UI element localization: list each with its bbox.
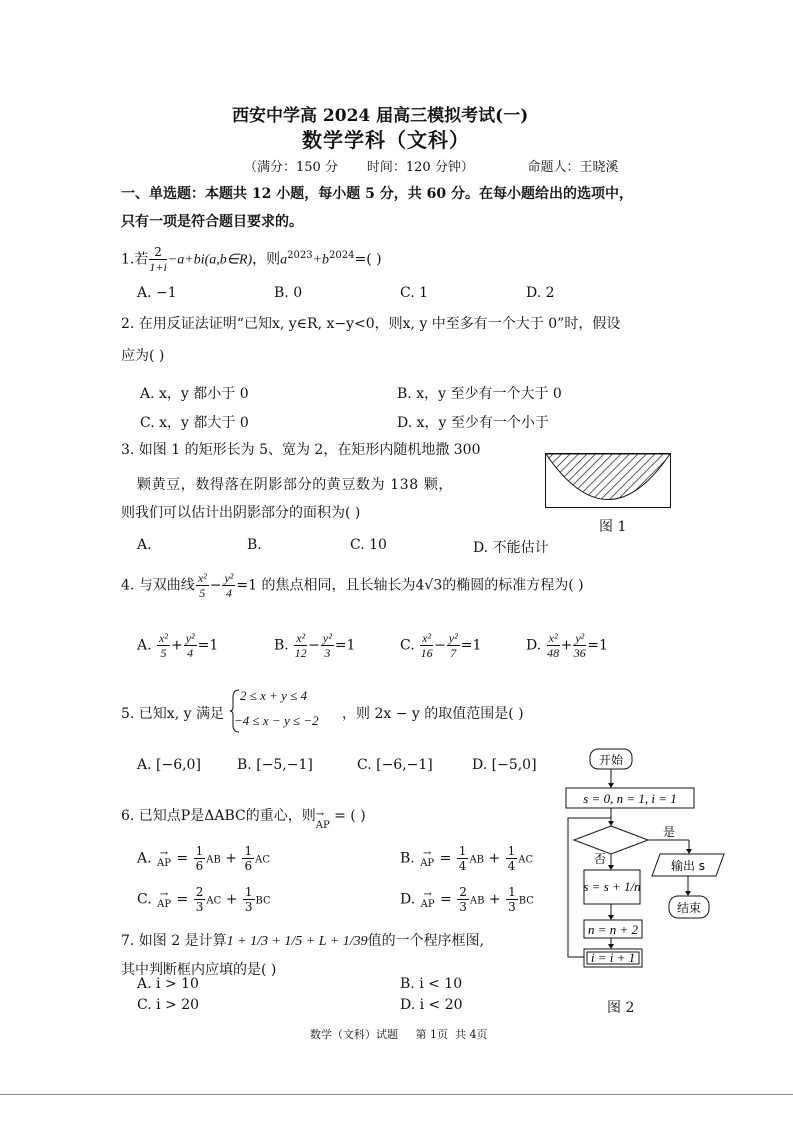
- q4a-y-num: y²: [185, 631, 195, 645]
- q6a-ac: AC: [255, 854, 270, 866]
- q4-lead: 4. 与双曲线: [121, 577, 195, 594]
- q5-lead: 5. 已知x, y 满足: [121, 706, 224, 722]
- q6c-f2-num: 1: [244, 885, 253, 899]
- q1-frac-den: 1+i: [149, 260, 167, 274]
- q6-vector-ap: → AP: [315, 809, 330, 831]
- q7-stem: [121, 930, 484, 950]
- q1-frac-num: 2: [149, 246, 166, 260]
- q1-option-a: A. −1: [137, 285, 177, 301]
- q4-radical: 4√3: [415, 577, 443, 594]
- q1-plus-b: +b: [312, 252, 330, 268]
- q4-option-a: A. $\frac{\text{x²}}{5}$ + $\frac{\text{y²}}{4}$ =1: [137, 631, 219, 660]
- q6-option-b: B. → AP = $\frac{1}{4}$ AB + $\frac{1}{4}$ AC: [400, 844, 534, 873]
- q4b-eq: =1: [334, 637, 356, 654]
- q6b-f2-den: 4: [507, 859, 516, 873]
- q1-option-c: C. 1: [400, 285, 429, 301]
- q4c-y-num: y²: [448, 631, 458, 645]
- q6c-f2-den: 3: [244, 900, 253, 914]
- q6a-ab: AB: [206, 854, 221, 866]
- q6b-plus: +: [488, 850, 501, 867]
- q6b-ap: AP: [420, 857, 435, 869]
- subject-title: 数学学科（文科）: [302, 128, 470, 152]
- figure2-label: 图 2: [607, 1000, 635, 1016]
- q4c-y-den: 7: [450, 646, 457, 660]
- q3-option-b: B.: [247, 537, 262, 553]
- flow-decision-diamond: [574, 826, 648, 854]
- q4-hyp-y: [222, 572, 235, 599]
- flow-step-i-text: i = i + 1: [590, 950, 636, 965]
- figure1-rectangle: [545, 453, 671, 508]
- q6a-letter: A.: [137, 850, 152, 867]
- q6c-ac: AC: [206, 895, 222, 907]
- q4-mid: =1 的焦点相同，且长轴长为: [236, 577, 416, 594]
- q6b-f1-den: 4: [458, 859, 467, 873]
- flow-output-text: 输出 s: [670, 859, 706, 873]
- q6a-f1-num: 1: [195, 844, 204, 858]
- q4-letter-a: A.: [137, 637, 152, 654]
- q4-hyp-x-num: x²: [197, 571, 207, 585]
- q6c-bc: BC: [255, 895, 271, 907]
- q1-mid: ，则: [252, 251, 281, 268]
- q4d-x-den: 48: [547, 646, 560, 660]
- q6b-f1-num: 1: [458, 844, 467, 858]
- q6-vector-ap-label: AP: [315, 820, 330, 831]
- q4a-y-den: 4: [187, 646, 194, 660]
- q6d-plus: +: [488, 891, 501, 908]
- q2-option-d: D. x，y 至少有一个小于: [397, 415, 549, 431]
- q2-option-b: B. x，y 至少有一个大于 0: [397, 386, 562, 402]
- q4-letter-d: D.: [526, 637, 542, 654]
- q6a-f2-num: 1: [244, 844, 253, 858]
- section-heading-line2: 只有一项是符合题目要求的。: [121, 214, 303, 230]
- q6-line: 6. 已知点P是ΔABC的重心，则: [121, 808, 316, 824]
- q1-tail: =( ): [354, 251, 382, 268]
- q1-exp2: 2024: [329, 249, 355, 261]
- q6-option-a: A. → AP = $\frac{1}{6}$ AB + $\frac{1}{6}$ AC: [137, 844, 270, 873]
- q3-line2: 颗黄豆，数得落在阴影部分的黄豆数为 138 颗，: [137, 477, 454, 493]
- q4a-eq: =1: [197, 637, 219, 654]
- exam-title: 西安中学高 2024 届高三模拟考试(一): [232, 106, 529, 126]
- q7-lead: 7. 如图 2 是计算: [121, 933, 227, 949]
- q5-option-a: A. [−6,0]: [137, 757, 201, 773]
- q6-option-c: C. → AP = $\frac{2}{3}$ AC + $\frac{1}{3}$ BC: [137, 885, 271, 914]
- q7-option-c: C. i > 20: [137, 997, 200, 1013]
- q1-a: a: [280, 252, 288, 268]
- q6b-eq: =: [439, 850, 452, 867]
- q6c-letter: C.: [137, 891, 152, 908]
- q6-tail: = ( ): [329, 808, 366, 824]
- q5-system-line1: 2 ≤ x + y ≤ 4: [240, 688, 308, 703]
- q4d-x-num: x²: [548, 631, 558, 645]
- q6d-ap: AP: [420, 898, 435, 910]
- q1-lead: 若: [134, 251, 149, 268]
- q7-sum: 1 + 1/3 + 1/5 + L + 1/39: [226, 934, 368, 949]
- q6-stem: [121, 805, 366, 831]
- q4c-x-den: 16: [420, 646, 433, 660]
- q7-option-d: D. i < 20: [400, 997, 463, 1013]
- q7-option-a: A. i > 10: [137, 976, 199, 992]
- section-heading-line1: 一、单选题：本题共 12 小题，每小题 5 分，共 60 分。在每小题给出的选项中，: [121, 186, 633, 202]
- q4-letter-b: B.: [274, 637, 289, 654]
- q6c-f1-den: 3: [195, 900, 204, 914]
- flowchart-figure2: [560, 745, 730, 990]
- q1-expr: −a+bi(a,b∈R): [167, 252, 253, 268]
- q6b-ac: AC: [518, 854, 534, 866]
- q4b-y-num: y²: [322, 631, 332, 645]
- q1-option-b: B. 0: [274, 285, 303, 301]
- q6d-f1-den: 3: [459, 900, 467, 914]
- q4-stem: 4. 与双曲线 $\frac{\text{x²}}{5}$ − $\frac{\text{y²}}{4}$ =1 的焦点相同，且长轴长为4√3的椭圆的标准方程为( ): [121, 571, 584, 600]
- q4-option-c: C. $\frac{\text{x²}}{16}$ − $\frac{\text{y²}}{7}$ =1: [400, 631, 482, 660]
- q6a-f1-den: 6: [195, 859, 204, 873]
- q4-hyp-x-den: 5: [199, 586, 206, 600]
- q6d-f2-den: 3: [508, 900, 516, 914]
- q6d-f2-num: 1: [508, 885, 516, 899]
- q5-system-line2: −4 ≤ x − y ≤ −2: [234, 713, 319, 728]
- flow-assign-text: s = s + 1/n: [583, 879, 641, 894]
- q6a-eq: =: [176, 850, 189, 867]
- q4-letter-c: C.: [400, 637, 415, 654]
- flow-step-n-text: n = n + 2: [587, 922, 639, 937]
- q2-line1: 2. 在用反证法证明“已知x, y∈R, x−y<0，则x, y 中至多有一个大于 0”时，假设: [121, 316, 621, 332]
- exam-meta: （满分：150 分 时间：120 分钟） 命题人：王晓溪: [244, 160, 619, 175]
- q4c-eq: =1: [460, 637, 482, 654]
- q6c-ap: AP: [157, 898, 172, 910]
- q4-hyp-y-den: 4: [225, 586, 232, 600]
- q3-option-a: A.: [137, 537, 152, 553]
- flow-init-text: s = 0, n = 1, i = 1: [583, 791, 677, 806]
- q6c-plus: +: [225, 891, 238, 908]
- q6b-ab: AB: [469, 854, 485, 866]
- q4c-x-num: x²: [422, 631, 432, 645]
- q7-tail: 值的一个程序框图,: [367, 933, 485, 949]
- flow-yes-label: 是: [663, 825, 676, 839]
- q1-fraction: [149, 246, 166, 273]
- q4d-y-num: y²: [575, 631, 585, 645]
- q5-option-d: D. [−5,0]: [472, 757, 537, 773]
- q4d-y-den: 36: [573, 646, 586, 660]
- flow-end-text: 结束: [676, 901, 702, 915]
- q2-line2: 应为( ): [121, 348, 165, 364]
- q3-option-d: D. 不能估计: [473, 540, 549, 556]
- q4-option-d: D. $\frac{\text{x²}}{48}$ + $\frac{\text{y²}}{36}$ =1: [526, 631, 608, 660]
- q6d-f1-num: 2: [459, 885, 467, 899]
- q4d-eq: =1: [587, 637, 608, 654]
- q4a-x-den: 5: [160, 646, 167, 660]
- q6d-bc: BC: [518, 895, 534, 907]
- q1-stem: [121, 246, 382, 273]
- q3-option-c: C. 10: [350, 537, 387, 553]
- q4-option-b: B. $\frac{\text{x²}}{12}$ − $\frac{\text{y²}}{3}$ =1: [274, 631, 356, 660]
- q6a-plus: +: [225, 850, 238, 867]
- q1-exp1: 2023: [287, 249, 313, 261]
- q6d-letter: D.: [400, 891, 416, 908]
- q3-line3: 则我们可以估计出阴影部分的面积为( ): [121, 505, 361, 521]
- q1-number: 1.: [121, 251, 135, 268]
- q6b-letter: B.: [400, 850, 415, 867]
- flow-no-label: 否: [594, 852, 607, 866]
- q6a-f2-den: 6: [244, 859, 253, 873]
- q5-option-b: B. [−5,−1]: [237, 757, 313, 773]
- q2-option-a: A. x，y 都小于 0: [140, 386, 249, 402]
- q2-option-c: C. x，y 都大于 0: [140, 415, 249, 431]
- q4b-x-den: 12: [294, 646, 307, 660]
- q4b-y-den: 3: [324, 646, 331, 660]
- q4-tail: 的椭圆的标准方程为( ): [442, 577, 584, 594]
- q6-option-d: D. → AP = $\frac{2}{3}$ AB + $\frac{1}{3}$ BC: [400, 885, 534, 914]
- q6c-f1-num: 2: [195, 885, 204, 899]
- page-bottom-rule: [0, 1094, 793, 1095]
- q3-line1: 3. 如图 1 的矩形长为 5、宽为 2，在矩形内随机地撒 300: [121, 442, 481, 458]
- q4b-x-num: x²: [296, 631, 306, 645]
- q6c-eq: =: [176, 891, 189, 908]
- q7-line2: 其中判断框内应填的是( ): [121, 962, 277, 978]
- q6a-ap: AP: [157, 857, 171, 869]
- q6b-f2-num: 1: [507, 844, 516, 858]
- q5-tail: ，则 2x − y 的取值范围是( ): [342, 706, 524, 722]
- q4-hyp-y-num: y²: [224, 571, 234, 585]
- q6d-eq: =: [440, 891, 452, 908]
- figure1-label: 图 1: [599, 519, 627, 535]
- q1-option-d: D. 2: [526, 285, 555, 301]
- q4a-x-num: x²: [159, 631, 168, 645]
- q6d-ab: AB: [469, 895, 485, 907]
- flow-start-text: 开始: [598, 753, 624, 767]
- q5-option-c: C. [−6,−1]: [357, 757, 433, 773]
- q7-option-b: B. i < 10: [400, 976, 463, 992]
- q4-hyp-x: [196, 572, 209, 599]
- page-footer: 数学（文科）试题 第 1页 共 4页: [310, 1028, 488, 1041]
